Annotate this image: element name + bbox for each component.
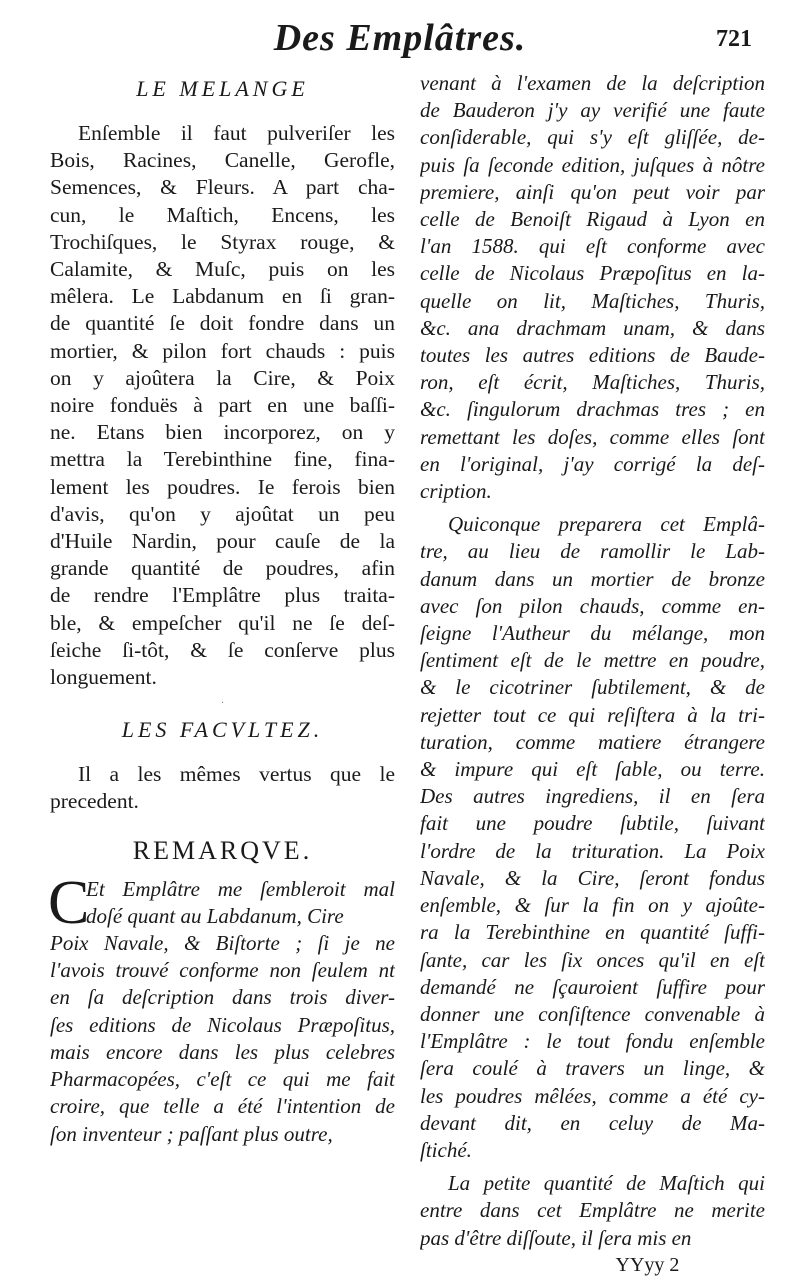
text-line: on y ajoûtera la Cire, & Poix: [50, 365, 395, 390]
text-line: ſon inventeur ; paſſant plus outre,: [50, 1121, 333, 1146]
text-line: cription.: [420, 479, 492, 504]
text-line: lement les poudres. Ie ferois bien: [50, 474, 395, 499]
text-line: & le cicotriner ſubtilement, & de: [420, 675, 765, 700]
text-line: entre dans cet Emplâtre ne merite: [420, 1198, 765, 1223]
text-line: ſes editions de Nicolaus Præpoſitus,: [50, 1012, 395, 1037]
text-line: mêlera. Le Labdanum en ſi gran-: [50, 284, 395, 309]
text-line: ra la Terebinthine en quantité ſuffi-: [420, 920, 765, 945]
text-line: ſante, car les ſix onces qu'il en eſt: [420, 947, 765, 972]
text-line: &c. ana drachmam unam, & dans: [420, 315, 765, 340]
text-line: celle de Nicolaus Præpoſitus en la-: [420, 261, 765, 286]
text-line: fait une poudre ſubtile, ſuivant: [420, 811, 765, 836]
text-line: ſtiché.: [420, 1137, 472, 1162]
text-line: d'avis, qu'on y ajoûtat un peu: [50, 501, 395, 526]
right-column: [420, 70, 765, 1278]
text-line: enſemble, & ſur la fin on y ajoûte-: [420, 893, 765, 918]
text-line: mortier, & pilon fort chauds : puis: [50, 338, 395, 363]
text-line: d'Huile Nardin, pour cauſe de la: [50, 529, 395, 554]
text-line: Il a les mêmes vertus que le: [78, 762, 395, 787]
text-line: conſiderable, qui s'y eſt gliſſée, de-: [420, 125, 765, 150]
text-line: doſé quant au Labdanum, Cire: [86, 903, 344, 928]
text-line: devant dit, en celuy de Ma-: [420, 1110, 765, 1135]
heading-melange: LE MELANGE: [136, 76, 309, 101]
text-line: danum dans un mortier de bronze: [420, 566, 765, 591]
text-line: Quiconque preparera cet Emplâ-: [448, 512, 765, 537]
paragraph-melange: [50, 120, 395, 691]
text-line: grande quantité de poudres, afin: [50, 556, 395, 581]
running-head: Des Emplâtres.: [273, 17, 527, 59]
text-line: La petite quantité de Maſtich qui: [448, 1171, 765, 1196]
text-line: de quantité ſe doit fondre dans un: [50, 311, 395, 336]
text-line: les poudres mêlées, comme a été cy-: [420, 1083, 765, 1108]
paragraph-bauderon: [420, 70, 765, 505]
paragraph-mastich: [420, 1170, 765, 1252]
text-line: Poix Navale, & Biſtorte ; ſi je ne: [50, 931, 395, 956]
text-line: Trochiſques, le Styrax rouge, &: [50, 229, 395, 254]
text-line: mettra la Terebinthine fine, fina-: [50, 447, 395, 472]
text-line: pas d'être diſſoute, il ſera mis en: [420, 1225, 692, 1250]
text-line: ne. Etans bien incorporez, on y: [50, 420, 395, 445]
dropcap-block: [48, 868, 395, 937]
text-line: cun, le Maſtich, Encens, les: [50, 202, 395, 227]
text-line: mais encore dans les plus celebres: [50, 1039, 395, 1064]
paragraph-facultez: [50, 761, 395, 815]
text-line: l'ordre de la trituration. La Poix: [420, 838, 765, 863]
text-line: en ſa deſcription dans trois diver-: [50, 985, 395, 1010]
paragraph-quiconque: [420, 511, 765, 1164]
separator-mark: ·: [220, 698, 225, 710]
text-line: Enſemble il faut pulveriſer les: [78, 121, 395, 145]
text-line: donner une conſiſtence convenable à: [420, 1001, 765, 1026]
text-line: rejetter tout ce qui reſiſtera à la tri-: [420, 702, 765, 727]
text-line: &c. ſingulorum drachmas tres ; en: [420, 397, 765, 422]
text-line: puis ſa ſeconde edition, juſques à nôtre: [420, 152, 765, 177]
text-line: ron, eſt écrit, Maſtiches, Thuris,: [420, 370, 765, 395]
text-line: celle de Benoiſt Rigaud à Lyon en: [420, 207, 765, 232]
text-line: premiere, ainſi qu'on peut voir par: [420, 179, 765, 204]
text-line: ſeiche ſi-tôt, & ſe conſerve plus: [50, 637, 395, 662]
text-line: l'avois trouvé conforme non ſeulem nt: [50, 958, 395, 983]
text-line: demandé ne ſçauroient ſuffire pour: [420, 974, 765, 999]
heading-remarque: REMARQVE.: [132, 835, 313, 865]
text-line: de rendre l'Emplâtre plus traita-: [50, 583, 395, 608]
text-line: Navale, & la Cire, ſeront fondus: [420, 865, 765, 890]
text-line: avec ſon pilon chauds, comme en-: [420, 593, 765, 618]
text-line: remettant les doſes, comme elles ſont: [420, 424, 765, 449]
left-column: [50, 70, 395, 1148]
text-line: tre, au lieu de ramollir le Lab-: [420, 539, 765, 564]
text-line: Bois, Racines, Canelle, Gerofle,: [50, 148, 395, 173]
text-line: l'an 1588. qui eſt conforme avec: [420, 234, 765, 259]
text-line: Semences, & Fleurs. A part cha-: [50, 175, 395, 200]
text-line: venant à l'examen de la deſcription: [420, 71, 765, 95]
text-line: noire fonduës à part en une baſſi-: [50, 393, 395, 418]
text-line: de Bauderon j'y ay verifié une faute: [420, 98, 765, 123]
dropcap-lines: [48, 868, 395, 937]
remarque-lines: [50, 930, 395, 1148]
text-line: longuement.: [50, 665, 157, 690]
drop-cap-letter: C: [48, 868, 90, 937]
paragraph-remarque: [48, 868, 395, 1148]
text-line: & impure qui eſt ſable, ou terre.: [420, 757, 765, 782]
text-line: toutes les autres editions de Baude-: [420, 343, 765, 368]
text-line: Calamite, & Muſc, puis on les: [50, 257, 395, 282]
heading-facultez: LES FACVLTEZ.: [121, 717, 324, 743]
text-line: Et Emplâtre me ſembleroit mal: [86, 876, 395, 901]
text-line: quelle on lit, Maſtiches, Thuris,: [420, 288, 765, 313]
text-line: Pharmacopées, c'eſt ce qui me fait: [50, 1067, 395, 1092]
text-line: ſentiment eſt de le mettre en poudre,: [420, 648, 765, 673]
text-line: ble, & empeſcher qu'il ne ſe deſ-: [50, 610, 395, 635]
text-line: precedent.: [50, 789, 139, 814]
signature-mark: YYyy 2: [615, 1253, 680, 1276]
text-line: en l'original, j'ay corrigé la deſ-: [420, 451, 765, 476]
text-line: l'Emplâtre : le tout fondu enſemble: [420, 1029, 765, 1054]
text-line: Des autres ingrediens, il en ſera: [420, 784, 765, 809]
text-line: croire, que telle a été l'intention de: [50, 1094, 395, 1119]
page-number: 721: [716, 26, 752, 52]
text-line: ſeigne l'Autheur du mélange, mon: [420, 621, 765, 646]
text-line: ſera coulé à travers un linge, &: [420, 1056, 765, 1081]
text-line: turation, comme matiere étrangere: [420, 729, 765, 754]
